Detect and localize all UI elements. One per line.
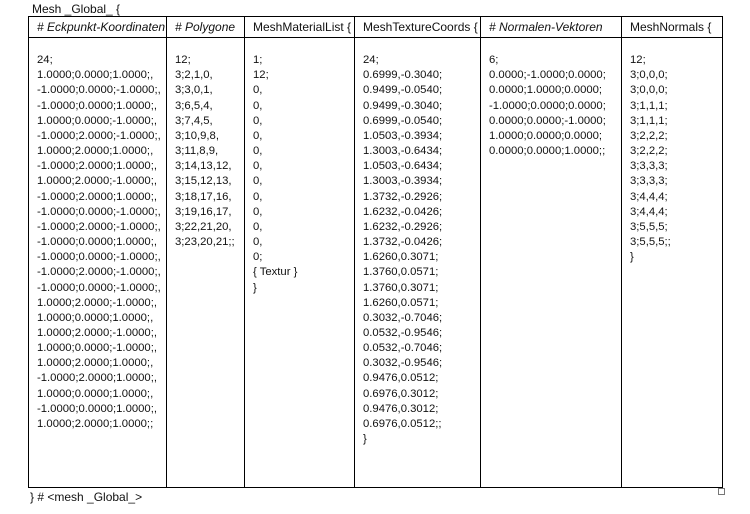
code-line: 0.0532,-0.9546; [363,326,443,339]
code-line: 12; [175,54,191,67]
code-line: 1.3732,-0.0426; [363,236,443,249]
code-line: 1.0000;0.0000;1.0000;, [37,69,154,82]
eckpunkt-values [29,38,167,488]
code-line: 1.3732,-0.2926; [363,190,443,203]
code-line: 24; [37,54,53,67]
mesh-title: Mesh _Global_ { [32,2,121,16]
code-line: 3;0,0,0; [630,69,668,82]
code-line: 0.0532,-0.7046; [363,342,443,355]
code-line: 3;4,4,4; [630,190,668,203]
code-line: 12; [630,54,646,67]
mesh-code-table [28,16,723,488]
code-line: 3;2,2,2; [630,129,668,142]
table-resize-handle [718,488,725,495]
code-line: 3;5,5,5; [630,220,668,233]
code-line: 0.0000;0.0000;-1.0000; [489,114,606,127]
code-line: 0.0000;-1.0000;0.0000; [489,69,606,82]
header-normalen: # Normalen-Vektoren [481,17,622,38]
code-line [630,38,722,53]
code-line: 1.6260,0.3071; [363,251,439,264]
code-line: 24; [363,54,379,67]
code-line: } [363,433,367,446]
code-line: 1.3003,-0.6434; [363,145,443,158]
code-line: -1.0000;0.0000;1.0000;, [37,99,157,112]
mesh-footer: } # <mesh _Global_> [30,490,143,504]
code-line: 0.9499,-0.3040; [363,99,443,112]
code-line: 12; [253,69,269,82]
code-line: -1.0000;0.0000;1.0000;, [37,402,157,415]
code-line: 1.3760,0.3071; [363,281,439,294]
code-line: 0, [253,160,263,173]
code-line: 0, [253,99,263,112]
code-line: 0.3032,-0.9546; [363,357,443,370]
code-line: 1.6232,-0.2926; [363,220,443,233]
code-line: 3;3,0,1, [175,84,213,97]
code-line: -1.0000;2.0000;1.0000;, [37,160,157,173]
code-line: 1.0000;2.0000;1.0000;, [37,145,154,158]
code-line: 1.0000;0.0000;1.0000;, [37,311,154,324]
code-line [175,38,244,53]
code-line: 3;3,3,3; [630,160,668,173]
code-line: 1.3003,-0.3934; [363,175,443,188]
code-line: 3;10,9,8, [175,129,219,142]
header-materiallist: MeshMaterialList { [245,17,355,38]
code-line: 6; [489,54,499,67]
code-line: 0, [253,129,263,142]
code-line: -1.0000;0.0000;-1.0000;, [37,84,161,97]
meshnormals-values [622,38,723,488]
code-line: 3;11,8,9, [175,145,219,158]
code-line: 0.9476,0.3012; [363,402,439,415]
code-line: { Textur } [253,266,298,279]
code-line: 1.6260,0.0571; [363,296,439,309]
code-line: 1.0000;2.0000;1.0000;, [37,357,154,370]
code-line: 3;23,20,21;; [175,236,235,249]
polygone-values [167,38,245,488]
texturecoords-values [355,38,481,488]
code-line [37,38,166,53]
code-line: 3;18,17,16, [175,190,232,203]
header-eckpunkt: # Eckpunkt-Koordinaten [29,17,167,38]
code-line: -1.0000;2.0000;-1.0000;, [37,129,161,142]
code-line: 0, [253,236,263,249]
code-line [489,38,621,53]
code-line: 0, [253,220,263,233]
code-line: } [253,281,257,294]
code-line: 3;6,5,4, [175,99,213,112]
code-line: 1.0000;0.0000;-1.0000;, [37,114,157,127]
code-line: 1.0503,-0.3934; [363,129,443,142]
code-line: -1.0000;2.0000;1.0000;, [37,372,157,385]
header-texturecoords: MeshTextureCoords { [355,17,481,38]
code-line: 0.9499,-0.0540; [363,84,443,97]
code-line: -1.0000;2.0000;-1.0000;, [37,266,161,279]
code-line: -1.0000;2.0000;-1.0000;, [37,220,161,233]
code-line: -1.0000;0.0000;0.0000; [489,99,606,112]
code-line: 1.0000;0.0000;1.0000;, [37,387,154,400]
materiallist-values [245,38,355,488]
code-line: 3;7,4,5, [175,114,213,127]
code-line: 3;1,1,1; [630,114,668,127]
code-line: 1.0000;2.0000;-1.0000;, [37,296,157,309]
code-line: 0.6999,-0.3040; [363,69,443,82]
code-line: 3;14,13,12, [175,160,232,173]
code-line: 3;2,2,2; [630,145,668,158]
code-line: -1.0000;0.0000;-1.0000;, [37,251,161,264]
code-line: 1.0000;2.0000;1.0000;; [37,417,154,430]
code-line: 0.6976,0.3012; [363,387,439,400]
code-line: 0.6999,-0.0540; [363,114,443,127]
code-line: 1.0000;0.0000;0.0000; [489,129,603,142]
code-line: 3;15,12,13, [175,175,232,188]
code-line: 0; [253,251,263,264]
code-line: } [630,251,634,264]
code-line: 3;19,16,17, [175,205,232,218]
code-line: 3;0,0,0; [630,84,668,97]
code-line: 1.3760,0.0571; [363,266,439,279]
code-line: -1.0000;0.0000;1.0000;, [37,236,157,249]
code-line [363,38,480,53]
code-line: 3;22,21,20, [175,220,232,233]
code-line: -1.0000;0.0000;-1.0000;, [37,205,161,218]
normalen-values [481,38,622,488]
code-line: 1; [253,54,263,67]
code-line: 0.6976,0.0512;; [363,417,442,430]
code-line: 0.0000;0.0000;1.0000;; [489,145,606,158]
code-line: 3;2,1,0, [175,69,213,82]
code-line: 3;4,4,4; [630,205,668,218]
code-line: 0, [253,190,263,203]
code-line: 0.3032,-0.7046; [363,311,443,324]
code-line: 3;1,1,1; [630,99,668,112]
code-line: 0.9476,0.0512; [363,372,439,385]
code-line: 1.0000;2.0000;-1.0000;, [37,326,157,339]
code-line: 3;5,5,5;; [630,236,671,249]
code-line: -1.0000;2.0000;1.0000;, [37,190,157,203]
code-line: 0, [253,114,263,127]
code-line: 0, [253,175,263,188]
code-line: 0, [253,84,263,97]
code-line: 0, [253,145,263,158]
code-line [253,38,354,53]
code-line: 1.0503,-0.6434; [363,160,443,173]
code-line: 1.0000;2.0000;-1.0000;, [37,175,157,188]
code-line: 1.6232,-0.0426; [363,205,443,218]
code-line: 0, [253,205,263,218]
header-meshnormals: MeshNormals { [622,17,723,38]
code-line: 0.0000;1.0000;0.0000; [489,84,603,97]
code-line: -1.0000;0.0000;-1.0000;, [37,281,161,294]
code-line: 1.0000;0.0000;-1.0000;, [37,342,157,355]
header-polygone: # Polygone [167,17,245,38]
code-line: 3;3,3,3; [630,175,668,188]
